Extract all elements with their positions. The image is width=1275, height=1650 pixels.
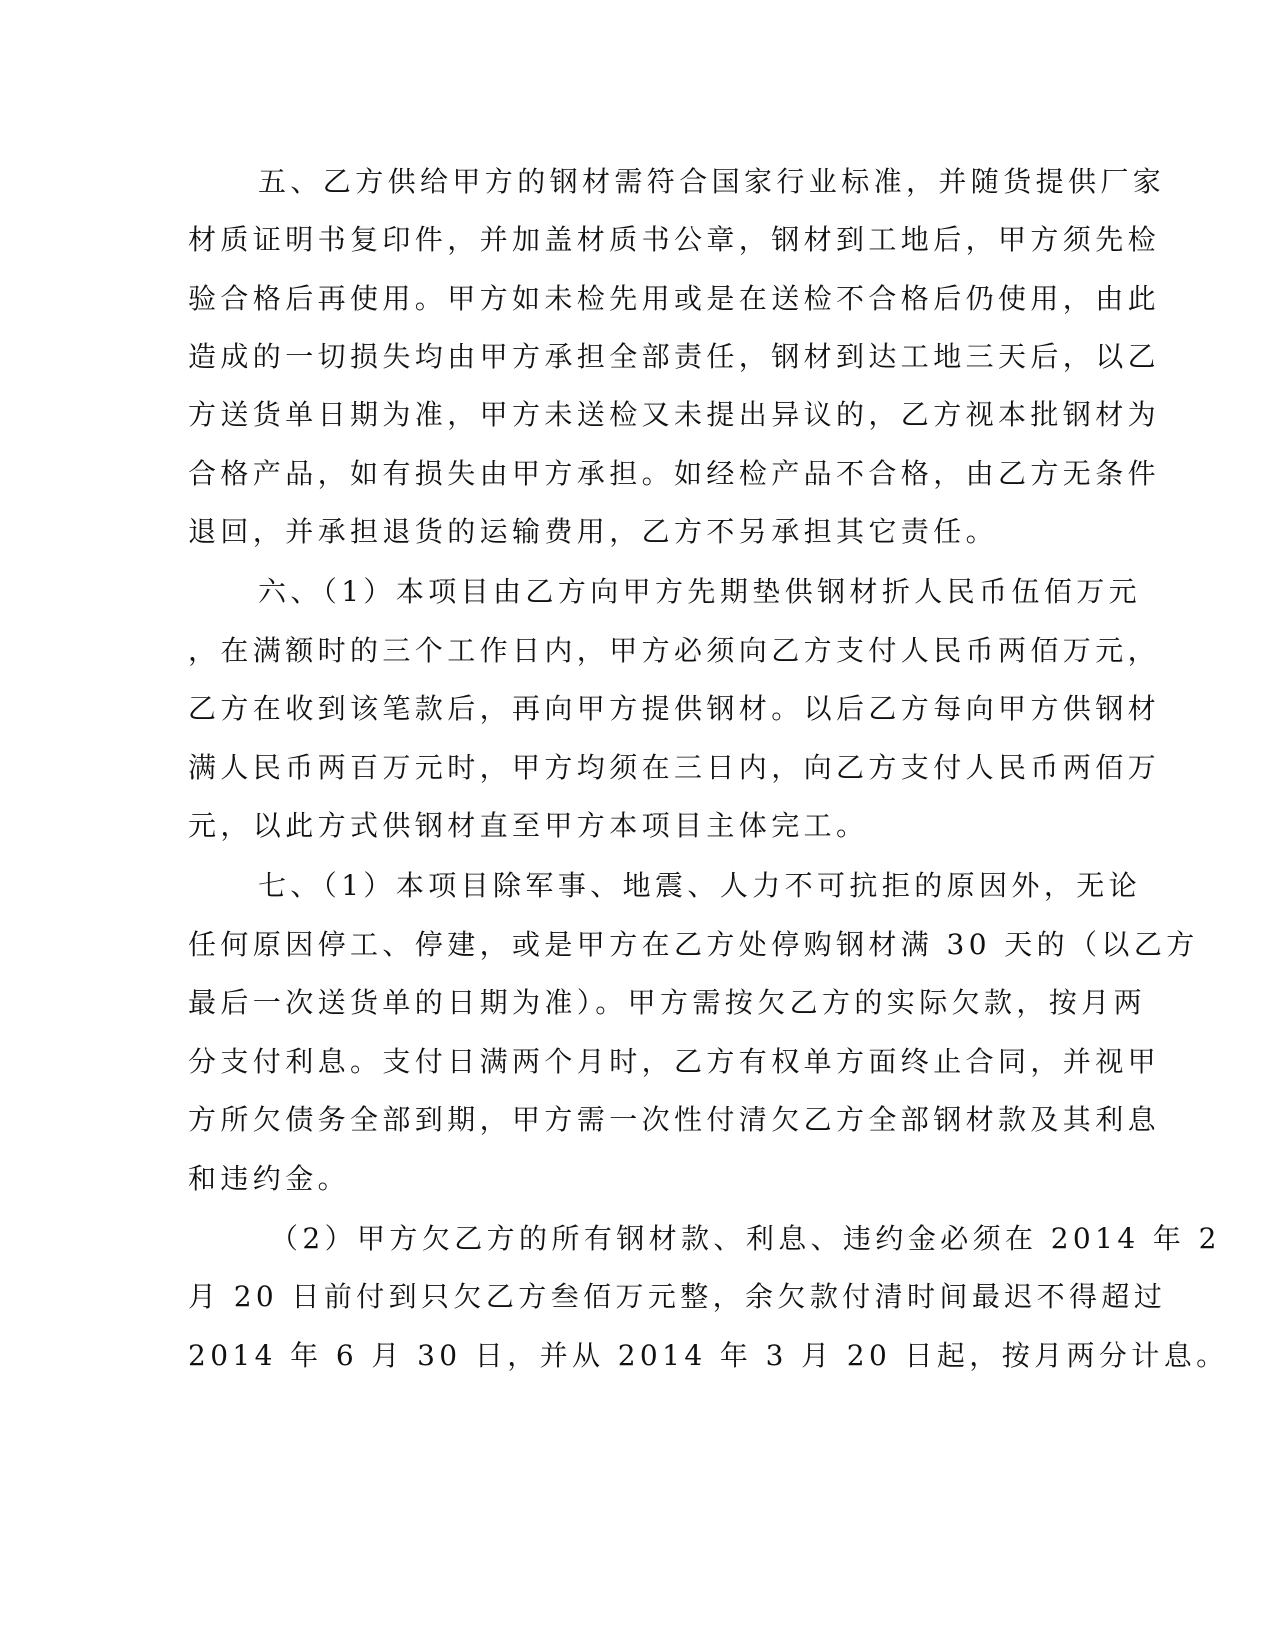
clause-7-2-line-1: （2）甲方欠乙方的所有钢材款、利息、违约金必须在 2014 年 2: [270, 1222, 1221, 1255]
clause-7-2-line-2: 月 20 日前付到只欠乙方叁佰万元整，余欠款付清时间最迟不得超过: [188, 1280, 1167, 1313]
contract-text: [188, 0, 1229, 1650]
clause-6-line-4: 满人民币两百万元时，甲方均须在三日内，向乙方支付人民币两佰万: [188, 751, 1161, 784]
clause-5-line-4: 造成的一切损失均由甲方承担全部责任，钢材到达工地三天后，以乙: [188, 340, 1161, 373]
clause-6-line-3: 乙方在收到该笔款后，再向甲方提供钢材。以后乙方每向甲方供钢材: [188, 692, 1161, 725]
clause-7-2-line-3: 2014 年 6 月 30 日，并从 2014 年 3 月 20 日起，按月两分计息。: [188, 1339, 1229, 1372]
clause-5-line-5: 方送货单日期为准，甲方未送检又未提出异议的，乙方视本批钢材为: [188, 398, 1161, 431]
clause-5-line-1: 五、乙方供给甲方的钢材需符合国家行业标准，并随货提供厂家: [258, 165, 1166, 198]
clause-7-1-line-1: 七、（1）本项目除军事、地震、人力不可抗拒的原因外，无论: [258, 869, 1142, 902]
clause-5-line-7: 退回，并承担退货的运输费用，乙方不另承担其它责任。: [188, 515, 999, 548]
clause-7-1-line-4: 分支付利息。支付日满两个月时，乙方有权单方面终止合同，并视甲: [188, 1045, 1161, 1078]
clause-7-1-line-2: 任何原因停工、停建，或是甲方在乙方处停购钢材满 30 天的（以乙方: [188, 928, 1199, 961]
clause-6-line-2: ，在满额时的三个工作日内，甲方必须向乙方支付人民币两佰万元，: [188, 634, 1161, 667]
clause-6-line-1: 六、（1）本项目由乙方向甲方先期垫供钢材折人民币伍佰万元: [258, 575, 1142, 608]
clause-5-line-3: 验合格后再使用。甲方如未检先用或是在送检不合格后仍使用，由此: [188, 282, 1161, 315]
clause-7-1-line-5: 方所欠债务全部到期，甲方需一次性付清欠乙方全部钢材款及其利息: [188, 1103, 1161, 1136]
clause-5-line-2: 材质证明书复印件，并加盖材质书公章，钢材到工地后，甲方须先检: [188, 223, 1161, 256]
clause-6-line-5: 元，以此方式供钢材直至甲方本项目主体完工。: [188, 809, 869, 842]
clause-5-line-6: 合格产品，如有损失由甲方承担。如经检产品不合格，由乙方无条件: [188, 457, 1161, 490]
clause-7-1-line-3: 最后一次送货单的日期为准）。甲方需按欠乙方的实际欠款，按月两: [188, 986, 1147, 1019]
clause-7-1-line-6: 和违约金。: [188, 1162, 351, 1195]
